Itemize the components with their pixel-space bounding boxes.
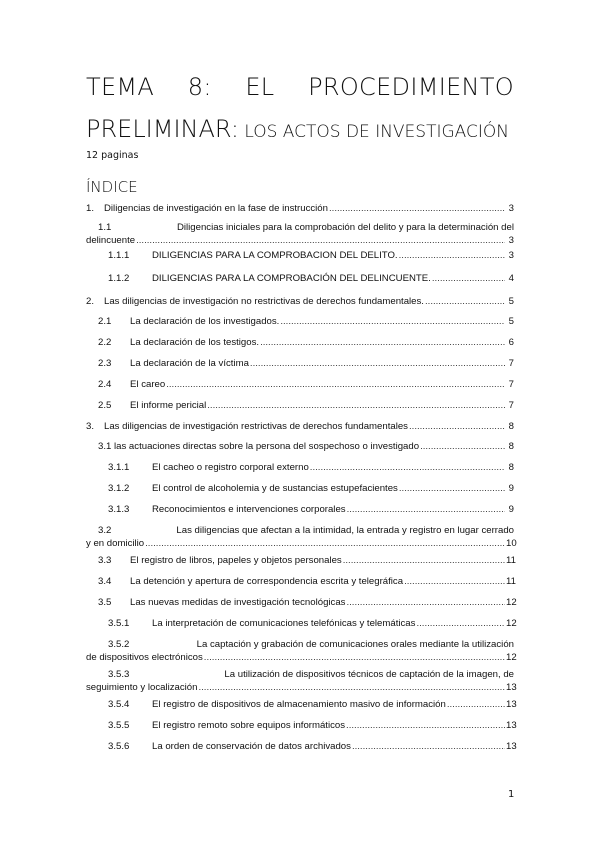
toc-entry[interactable] bbox=[86, 357, 514, 378]
title-main: PRELIMINAR: bbox=[86, 115, 239, 143]
toc-entry-page: 8 bbox=[508, 462, 514, 473]
toc-entry-number: 3.5.6 bbox=[108, 741, 130, 752]
toc-leader-dots bbox=[280, 315, 505, 328]
toc-entry-page: 11 bbox=[506, 576, 516, 587]
toc-entry-title-continued: seguimiento y localización bbox=[86, 682, 198, 693]
toc-entry-title: La detención y apertura de correspondencia escrita y telegráfica bbox=[130, 576, 404, 587]
toc-entry-number: 2.1 bbox=[98, 316, 112, 327]
toc-entry-title: La declaración de la víctima bbox=[130, 358, 249, 369]
title-line-2 bbox=[86, 117, 514, 141]
toc-entry-page: 7 bbox=[508, 400, 514, 411]
toc-entry[interactable] bbox=[86, 482, 514, 503]
toc-entry-page: 3 bbox=[508, 250, 514, 261]
page-count-note: 12 paginas bbox=[86, 150, 139, 161]
toc-entry[interactable] bbox=[86, 336, 514, 357]
toc-entry-title: Las diligencias de investigación no restrictivas de derechos fundamentales. bbox=[104, 296, 424, 307]
toc-entry-number: 3.4 bbox=[98, 576, 112, 587]
toc-entry[interactable] bbox=[86, 668, 517, 698]
toc-entry-number: 2.3 bbox=[98, 358, 112, 369]
toc-entry-number: 3. bbox=[86, 421, 95, 432]
toc-entry[interactable] bbox=[86, 617, 517, 638]
toc-entry[interactable] bbox=[86, 315, 514, 336]
toc-entry-page: 6 bbox=[508, 337, 514, 348]
title-word: TEMA bbox=[86, 73, 155, 101]
toc-entry-number: 1.1.2 bbox=[108, 273, 130, 284]
toc-entry[interactable] bbox=[86, 740, 517, 761]
toc-entry[interactable] bbox=[86, 698, 517, 719]
toc-entry[interactable] bbox=[86, 378, 514, 399]
index-heading: ÍNDICE bbox=[86, 178, 138, 196]
toc-leader-dots bbox=[207, 399, 505, 412]
toc-entry-page: 12 bbox=[506, 618, 517, 629]
toc-entry[interactable] bbox=[86, 420, 514, 440]
table-of-contents bbox=[86, 202, 517, 761]
toc-entry-title: La captación y grabación de comunicaciones orales mediante la utilización bbox=[196, 639, 514, 650]
toc-entry[interactable] bbox=[86, 596, 517, 617]
toc-entry-number: 3.2 bbox=[98, 525, 112, 536]
toc-entry[interactable] bbox=[86, 440, 514, 461]
toc-entry-title: El registro de libros, papeles y objetos personales bbox=[130, 555, 342, 566]
toc-entry[interactable] bbox=[86, 249, 514, 272]
toc-leader-dots bbox=[346, 596, 505, 609]
toc-entry-title: Diligencias de investigación en la fase de instrucción bbox=[104, 203, 328, 214]
toc-entry[interactable] bbox=[86, 638, 517, 668]
toc-entry[interactable] bbox=[86, 461, 514, 482]
toc-entry-number: 3.5.2 bbox=[108, 639, 130, 650]
toc-leader-dots bbox=[250, 357, 505, 370]
toc-entry[interactable] bbox=[86, 295, 514, 315]
toc-entry-page: 9 bbox=[508, 483, 514, 494]
toc-leader-dots bbox=[352, 740, 505, 753]
toc-entry-number: 3.1.1 bbox=[108, 462, 130, 473]
toc-entry-title: DILIGENCIAS PARA LA COMPROBACION DEL DELITO. bbox=[152, 250, 398, 261]
toc-entry-page: 5 bbox=[508, 296, 514, 307]
title-word: EL bbox=[245, 73, 275, 101]
toc-entry-page: 13 bbox=[506, 741, 517, 752]
toc-entry[interactable] bbox=[86, 575, 514, 596]
toc-entry-page: 11 bbox=[506, 555, 516, 566]
toc-leader-dots bbox=[416, 617, 505, 630]
toc-entry-number: 1.1 bbox=[98, 222, 112, 233]
toc-entry-number: 3.1.2 bbox=[108, 483, 130, 494]
toc-entry-page: 13 bbox=[506, 720, 517, 731]
title-word: 8: bbox=[187, 73, 212, 101]
toc-entry-number: 3.3 bbox=[98, 555, 112, 566]
toc-entry-number: 2.2 bbox=[98, 337, 112, 348]
toc-entry-page: 7 bbox=[508, 379, 514, 390]
toc-entry-title: La declaración de los testigos. bbox=[130, 337, 260, 348]
toc-leader-dots bbox=[432, 272, 505, 285]
toc-entry[interactable] bbox=[86, 719, 517, 740]
toc-entry[interactable] bbox=[86, 554, 514, 575]
toc-entry-title: El registro de dispositivos de almacenamiento masivo de información bbox=[152, 699, 446, 710]
toc-entry-number: 3.1.3 bbox=[108, 504, 130, 515]
toc-leader-dots bbox=[198, 681, 505, 694]
toc-entry-page: 8 bbox=[508, 421, 514, 432]
toc-entry-number: 3.5.5 bbox=[108, 720, 130, 731]
toc-entry-page: 3 bbox=[508, 235, 514, 246]
toc-entry-title: La interpretación de comunicaciones telefónicas y telemáticas bbox=[152, 618, 416, 629]
toc-entry-page: 7 bbox=[508, 358, 514, 369]
toc-entry-title-continued: delincuente bbox=[86, 235, 136, 246]
toc-entry-title: 3.1 las actuaciones directas sobre la persona del sospechoso o investigado bbox=[98, 441, 420, 452]
toc-leader-dots bbox=[399, 249, 505, 262]
title-sub: LOS ACTOS DE INVESTIGACIÓN bbox=[238, 122, 509, 142]
toc-entry-page: 4 bbox=[508, 273, 514, 284]
toc-leader-dots bbox=[166, 378, 505, 391]
toc-entry[interactable] bbox=[86, 221, 514, 249]
toc-entry-number: 3.5 bbox=[98, 597, 112, 608]
toc-leader-dots bbox=[399, 482, 505, 495]
toc-entry-title: El cacheo o registro corporal externo bbox=[152, 462, 309, 473]
toc-entry-page: 10 bbox=[506, 538, 517, 549]
toc-entry-number: 1. bbox=[86, 203, 95, 214]
toc-entry-page: 5 bbox=[508, 316, 514, 327]
toc-entry-title: La declaración de los investigados. bbox=[130, 316, 280, 327]
toc-leader-dots bbox=[346, 719, 505, 732]
toc-entry-title-continued: de dispositivos electrónicos bbox=[86, 652, 203, 663]
toc-entry-title: El registro remoto sobre equipos informáticos bbox=[152, 720, 346, 731]
toc-entry[interactable] bbox=[86, 524, 517, 554]
toc-entry-page: 9 bbox=[508, 504, 514, 515]
page-number: 1 bbox=[508, 789, 515, 800]
toc-entry-number: 3.5.4 bbox=[108, 699, 130, 710]
toc-entry[interactable] bbox=[86, 399, 514, 420]
toc-entry-title: Diligencias iniciales para la comprobación del delito y para la determinación del bbox=[176, 222, 514, 233]
toc-entry-number: 1.1.1 bbox=[108, 250, 130, 261]
toc-entry-page: 12 bbox=[506, 597, 517, 608]
toc-leader-dots bbox=[329, 202, 505, 215]
toc-leader-dots bbox=[310, 461, 505, 474]
toc-entry-page: 13 bbox=[506, 699, 517, 710]
toc-entry[interactable] bbox=[86, 202, 514, 221]
toc-leader-dots bbox=[145, 537, 505, 550]
toc-entry-number: 2.5 bbox=[98, 400, 112, 411]
toc-leader-dots bbox=[204, 651, 505, 664]
toc-entry-title: Las diligencias que afectan a la intimidad, la entrada y registro en lugar cerrado bbox=[176, 525, 514, 536]
toc-entry-title: Las diligencias de investigación restrictivas de derechos fundamentales bbox=[104, 421, 408, 432]
toc-entry-title: La utilización de dispositivos técnicos de captación de la imagen, de bbox=[224, 669, 514, 680]
toc-entry-number: 3.5.1 bbox=[108, 618, 130, 629]
toc-entry-number: 2.4 bbox=[98, 379, 112, 390]
toc-entry[interactable] bbox=[86, 272, 514, 295]
toc-entry-title: El careo bbox=[130, 379, 166, 390]
toc-entry-page: 3 bbox=[508, 203, 514, 214]
toc-leader-dots bbox=[347, 503, 505, 516]
toc-entry-title: El control de alcoholemia y de sustancias estupefacientes bbox=[152, 483, 398, 494]
toc-leader-dots bbox=[404, 575, 505, 588]
title-line-1 bbox=[86, 75, 514, 99]
toc-entry-page: 8 bbox=[508, 441, 514, 452]
toc-entry-number: 3.5.3 bbox=[108, 669, 130, 680]
toc-leader-dots bbox=[409, 420, 505, 433]
toc-leader-dots bbox=[420, 440, 505, 453]
toc-entry-title: Las nuevas medidas de investigación tecnológicas bbox=[130, 597, 346, 608]
toc-entry-page: 13 bbox=[506, 682, 517, 693]
title-word: PROCEDIMIENTO bbox=[308, 73, 514, 101]
toc-leader-dots bbox=[447, 698, 505, 711]
toc-entry-page: 12 bbox=[506, 652, 517, 663]
toc-entry-title: Reconocimientos e intervenciones corporales bbox=[152, 504, 346, 515]
toc-entry-title-continued: y en domicilio bbox=[86, 538, 145, 549]
toc-leader-dots bbox=[260, 336, 505, 349]
toc-entry-title: El informe pericial bbox=[130, 400, 207, 411]
toc-entry[interactable] bbox=[86, 503, 514, 524]
toc-entry-title: La orden de conservación de datos archivados bbox=[152, 741, 351, 752]
toc-entry-title: DILIGENCIAS PARA LA COMPROBACIÓN DEL DELINCUENTE. bbox=[152, 273, 431, 284]
toc-leader-dots bbox=[343, 554, 505, 567]
toc-leader-dots bbox=[136, 234, 505, 247]
toc-entry-number: 2. bbox=[86, 296, 95, 307]
toc-leader-dots bbox=[425, 295, 505, 308]
